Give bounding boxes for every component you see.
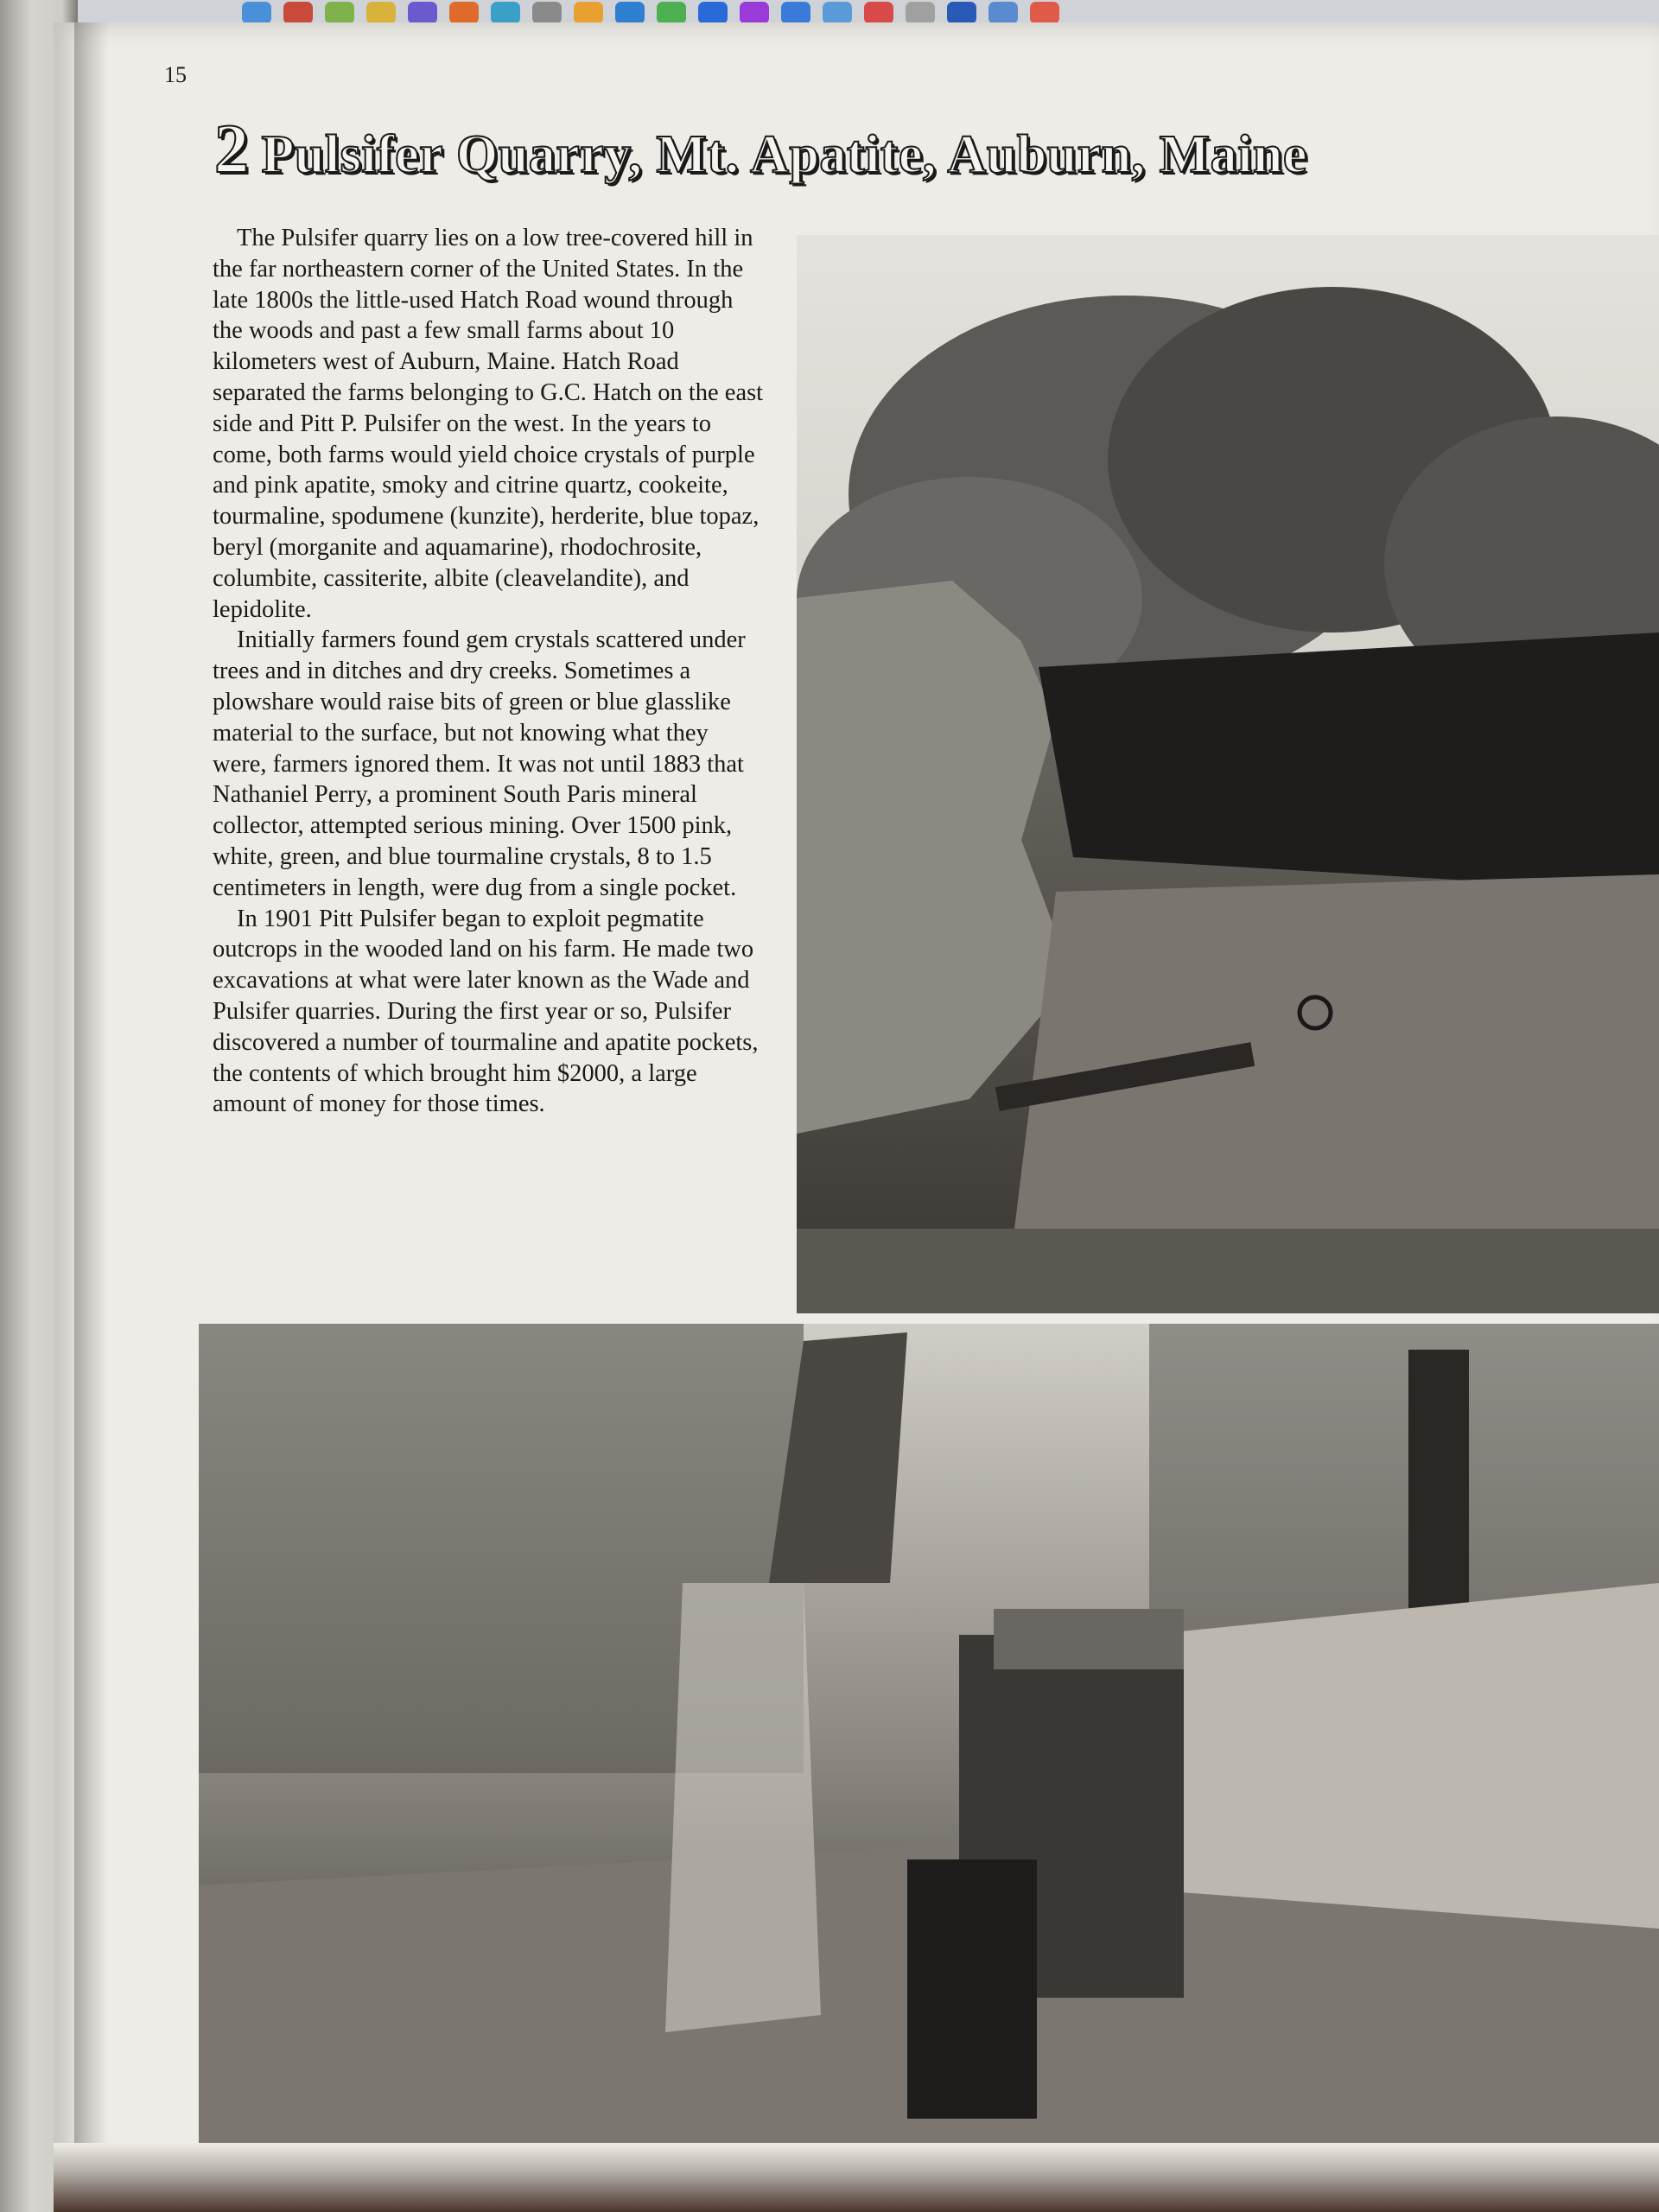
app-icon[interactable] [532,2,562,24]
bulldozer-photo [199,1324,1659,2145]
page-title [214,111,1307,189]
paragraph: In 1901 Pitt Pulsifer began to exploit pegmatite outcrops in the wooded land on his farm. He made two excavations at what were later known as the Wade and Pulsifer quarries. During the first year or so, Pulsifer discovered a number of tourmaline and apatite pockets, the contents of which brought him $2000, a large amount of money for those times. [213,905,759,1118]
app-icon[interactable] [325,2,354,24]
dock-icons [242,2,1059,24]
paragraph: Initially farmers found gem crystals scattered under trees and in ditches and dry creeks. Sometimes a plowshare would raise bits of green or blue glasslike material to the surface, but not knowing what they were, farmers ignored them. It was not until 1883 that Nathaniel Perry, a prominent South Paris mineral collector, attempted serious mining. Over 1500 pink, white, green, and blue tourmaline crystals, 8 to 1.5 centimeters in length, were dug from a single pocket. [213,626,746,901]
app-icon[interactable] [698,2,728,24]
spine-shadow [74,22,109,2212]
app-icon[interactable] [823,2,852,24]
body-text [213,223,766,1120]
app-icon[interactable] [864,2,893,24]
paragraph: The Pulsifer quarry lies on a low tree-covered hill in the far northeastern corner of the United States. In the late 1800s the little-used Hatch Road wound through the woods and past a few small farms about 10 kilometers west of Auburn, Maine. Hatch Road separated the farms belonging to G.C. Hatch on the east side and Pitt P. Pulsifer on the west. In the years to come, both farms would yield choice crystals of purple and pink apatite, smoky and citrine quartz, cookeite, tourmaline, spodumene (kunzite), herderite, blue topaz, beryl (morganite and aquamarine), rhodochrosite, columbite, cassiterite, albite (cleavelandite), and lepidolite. [213,225,764,623]
app-icon[interactable] [988,2,1018,24]
app-icon[interactable] [740,2,769,24]
chapter-number: 2 [214,111,250,188]
chapter-title: Pulsifer Quarry, Mt. Apatite, Auburn, Maine [261,125,1307,184]
app-icon[interactable] [657,2,686,24]
app-icon[interactable] [781,2,810,24]
app-icon[interactable] [947,2,976,24]
page-number: 15 [164,62,187,87]
app-icon[interactable] [906,2,935,24]
app-icon[interactable] [283,2,313,24]
app-icon[interactable] [615,2,645,24]
app-icon[interactable] [1030,2,1059,24]
quarry-photo [797,235,1659,1313]
app-icon[interactable] [449,2,479,24]
app-icon[interactable] [491,2,520,24]
app-icon[interactable] [408,2,437,24]
app-icon[interactable] [574,2,603,24]
app-icon[interactable] [242,2,271,24]
app-icon[interactable] [366,2,396,24]
page-bottom-edge [54,2143,1659,2212]
